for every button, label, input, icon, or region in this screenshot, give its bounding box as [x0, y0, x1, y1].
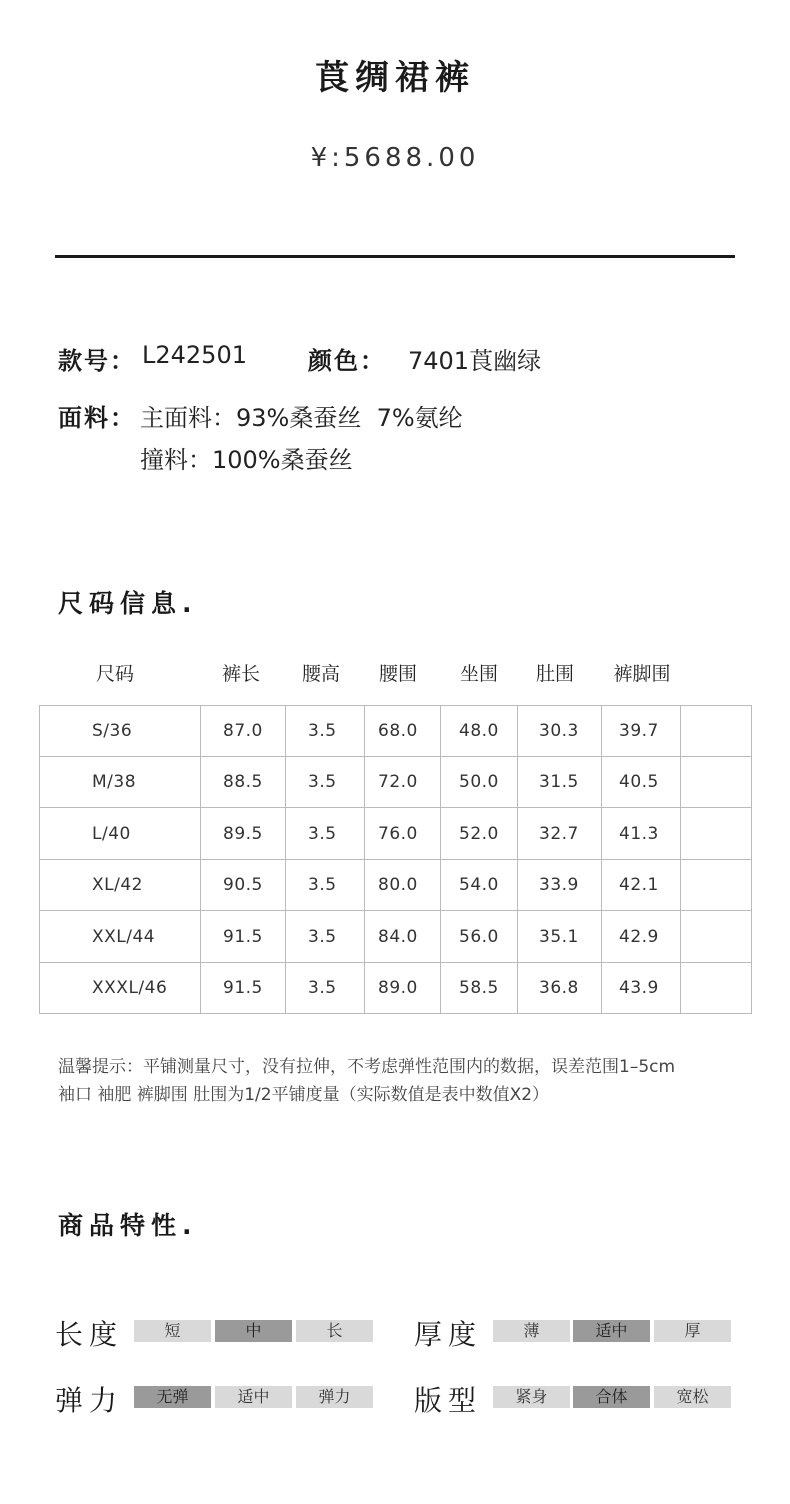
waist-cell: 89.0	[365, 963, 441, 1014]
leg-opening-cell: 42.1	[602, 860, 681, 911]
length-option: 中	[215, 1320, 292, 1342]
belly-cell: 32.7	[518, 808, 602, 860]
waist-height-cell: 3.5	[286, 911, 365, 963]
leg-opening-cell: 43.9	[602, 963, 681, 1014]
column-header-leg-opening: 裤脚围	[613, 663, 671, 685]
product-title: 莨绸裙裤	[315, 58, 475, 98]
thickness-option: 适中	[573, 1320, 650, 1342]
waist-height-cell: 3.5	[286, 808, 365, 860]
empty-cell	[681, 757, 752, 808]
length-cell: 89.5	[201, 808, 286, 860]
empty-cell	[681, 706, 752, 757]
feature-label-elasticity: 弹力	[55, 1384, 124, 1417]
waist-height-cell: 3.5	[286, 757, 365, 808]
empty-cell	[681, 911, 752, 963]
empty-cell	[681, 860, 752, 911]
table-row	[40, 757, 752, 808]
belly-cell: 31.5	[518, 757, 602, 808]
size-cell: L/40	[40, 808, 201, 860]
elasticity-option: 无弹	[134, 1386, 211, 1408]
size-table	[39, 705, 752, 1014]
fabric-contrast-value: 撞料：100%桑蚕丝	[140, 446, 353, 474]
fabric-main-value: 主面料：93%桑蚕丝 7%氨纶	[140, 404, 463, 432]
feature-label-fit: 版型	[414, 1384, 483, 1417]
waist-cell: 68.0	[365, 706, 441, 757]
length-cell: 87.0	[201, 706, 286, 757]
feature-label-thickness: 厚度	[414, 1318, 483, 1351]
hip-cell: 56.0	[441, 911, 518, 963]
waist-cell: 80.0	[365, 860, 441, 911]
thickness-option: 厚	[654, 1320, 731, 1342]
fabric-label: 面料：	[58, 404, 136, 432]
color-label: 颜色：	[308, 347, 386, 375]
table-row	[40, 963, 752, 1014]
measurement-note-line2: 袖口 袖肥 裤脚围 肚围为1/2平铺度量（实际数值是表中数值X2）	[58, 1085, 550, 1105]
waist-cell: 84.0	[365, 911, 441, 963]
color-value: 7401莨幽绿	[408, 347, 542, 375]
column-header-waist: 腰围	[378, 663, 417, 685]
leg-opening-cell: 40.5	[602, 757, 681, 808]
table-row	[40, 911, 752, 963]
length-cell: 90.5	[201, 860, 286, 911]
size-cell: XL/42	[40, 860, 201, 911]
belly-cell: 36.8	[518, 963, 602, 1014]
hip-cell: 52.0	[441, 808, 518, 860]
waist-height-cell: 3.5	[286, 860, 365, 911]
waist-height-cell: 3.5	[286, 963, 365, 1014]
table-row	[40, 808, 752, 860]
feature-label-length: 长度	[55, 1318, 124, 1351]
thickness-option: 薄	[493, 1320, 570, 1342]
length-cell: 88.5	[201, 757, 286, 808]
fit-option: 宽松	[654, 1386, 731, 1408]
column-header-waist-height: 腰高	[301, 663, 340, 685]
style-number-value: L242501	[142, 341, 247, 369]
length-cell: 91.5	[201, 963, 286, 1014]
length-cell: 91.5	[201, 911, 286, 963]
column-header-belly: 肚围	[535, 663, 574, 685]
length-option: 长	[296, 1320, 373, 1342]
hip-cell: 58.5	[441, 963, 518, 1014]
fit-option: 合体	[573, 1386, 650, 1408]
belly-cell: 33.9	[518, 860, 602, 911]
empty-cell	[681, 963, 752, 1014]
leg-opening-cell: 41.3	[602, 808, 681, 860]
length-option: 短	[134, 1320, 211, 1342]
waist-cell: 72.0	[365, 757, 441, 808]
size-section-title: 尺码信息.	[58, 589, 198, 618]
features-section-title: 商品特性.	[58, 1211, 198, 1240]
column-header-length: 裤长	[221, 663, 260, 685]
column-header-size: 尺码	[95, 663, 134, 685]
belly-cell: 35.1	[518, 911, 602, 963]
hip-cell: 48.0	[441, 706, 518, 757]
hip-cell: 50.0	[441, 757, 518, 808]
style-number-label: 款号：	[58, 347, 136, 375]
fit-option: 紧身	[493, 1386, 570, 1408]
size-cell: S/36	[40, 706, 201, 757]
product-price: ¥:5688.00	[310, 143, 480, 173]
table-row	[40, 706, 752, 757]
belly-cell: 30.3	[518, 706, 602, 757]
size-cell: M/38	[40, 757, 201, 808]
elasticity-option: 弹力	[296, 1386, 373, 1408]
leg-opening-cell: 39.7	[602, 706, 681, 757]
size-cell: XXL/44	[40, 911, 201, 963]
size-cell: XXXL/46	[40, 963, 201, 1014]
waist-cell: 76.0	[365, 808, 441, 860]
header-divider	[55, 255, 735, 258]
column-header-hip: 坐围	[459, 663, 498, 685]
elasticity-option: 适中	[215, 1386, 292, 1408]
empty-cell	[681, 808, 752, 860]
table-row	[40, 860, 752, 911]
measurement-note-line1: 温馨提示：平铺测量尺寸，没有拉伸，不考虑弹性范围内的数据，误差范围1–5cm	[58, 1057, 676, 1077]
leg-opening-cell: 42.9	[602, 911, 681, 963]
waist-height-cell: 3.5	[286, 706, 365, 757]
hip-cell: 54.0	[441, 860, 518, 911]
